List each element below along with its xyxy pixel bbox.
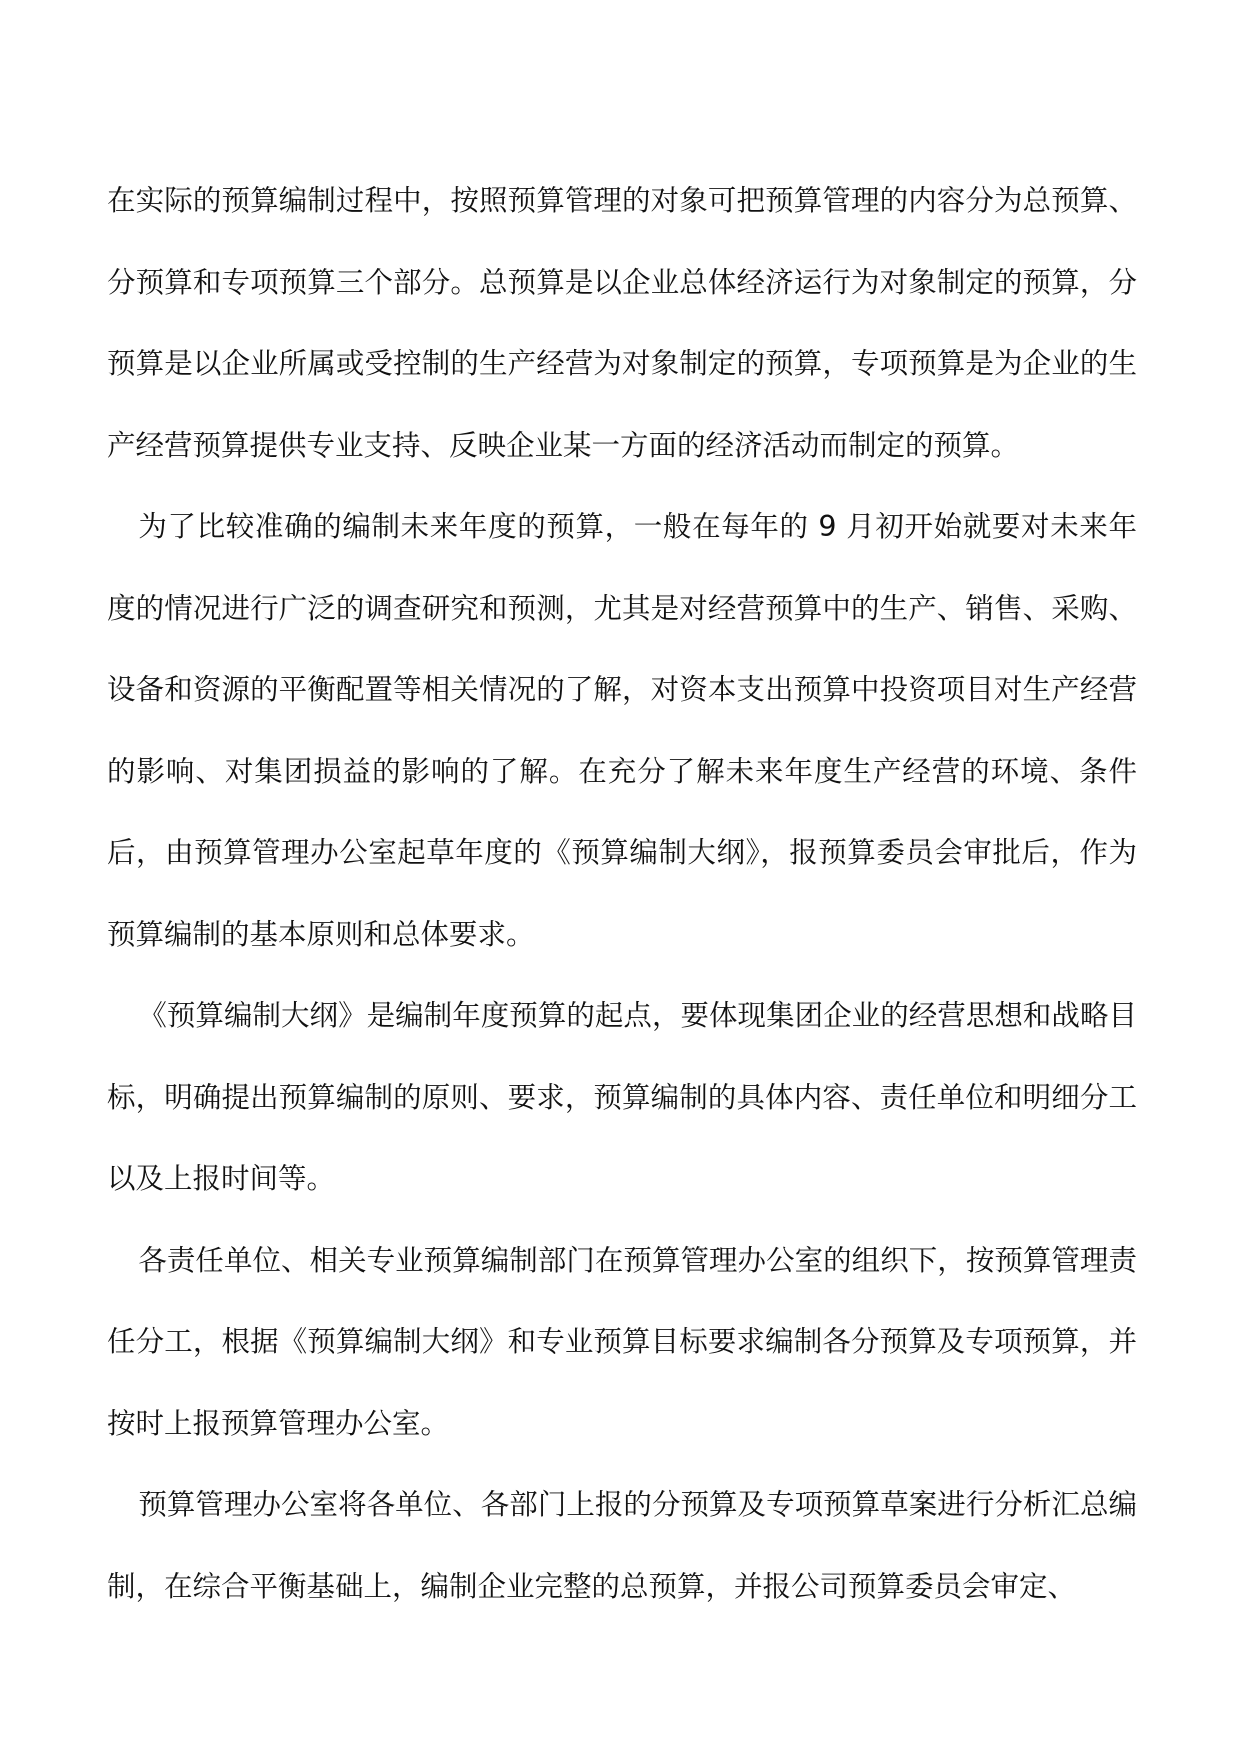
paragraph-1: 在实际的预算编制过程中，按照预算管理的对象可把预算管理的内容分为总预算、分预算和专项预算三个部分。总预算是以企业总体经济运行为对象制定的预算，分预算是以企业所属或受控制的生产经营为对象制定的预算，专项预算是为企业的生产经营预算提供专业支持、反映企业某一方面的经济活动而制定的预算。 [107, 184, 1137, 462]
document-body [107, 160, 1137, 1627]
paragraph-2: 为了比较准确的编制未来年度的预算，一般在每年的 9 月初开始就要对未来年度的情况进行广泛的调查研究和预测，尤其是对经营预算中的生产、销售、采购、设备和资源的平衡配置等相关情况的了解，对资本支出预算中投资项目对生产经营的影响、对集团损益的影响的了解。在充分了解未来年度生产经营的环境、条件后，由预算管理办公室起草年度的《预算编制大纲》，报预算委员会审批后，作为预算编制的基本原则和总体要求。 [107, 510, 1137, 951]
paragraph-4: 各责任单位、相关专业预算编制部门在预算管理办公室的组织下，按预算管理责任分工，根据《预算编制大纲》和专业预算目标要求编制各分预算及专项预算，并按时上报预算管理办公室。 [107, 1243, 1137, 1440]
paragraph-3: 《预算编制大纲》是编制年度预算的起点，要体现集团企业的经营思想和战略目标，明确提出预算编制的原则、要求，预算编制的具体内容、责任单位和明细分工以及上报时间等。 [107, 999, 1137, 1195]
paragraph-5: 预算管理办公室将各单位、各部门上报的分预算及专项预算草案进行分析汇总编制，在综合平衡基础上，编制企业完整的总预算，并报公司预算委员会审定、 [107, 1488, 1137, 1603]
